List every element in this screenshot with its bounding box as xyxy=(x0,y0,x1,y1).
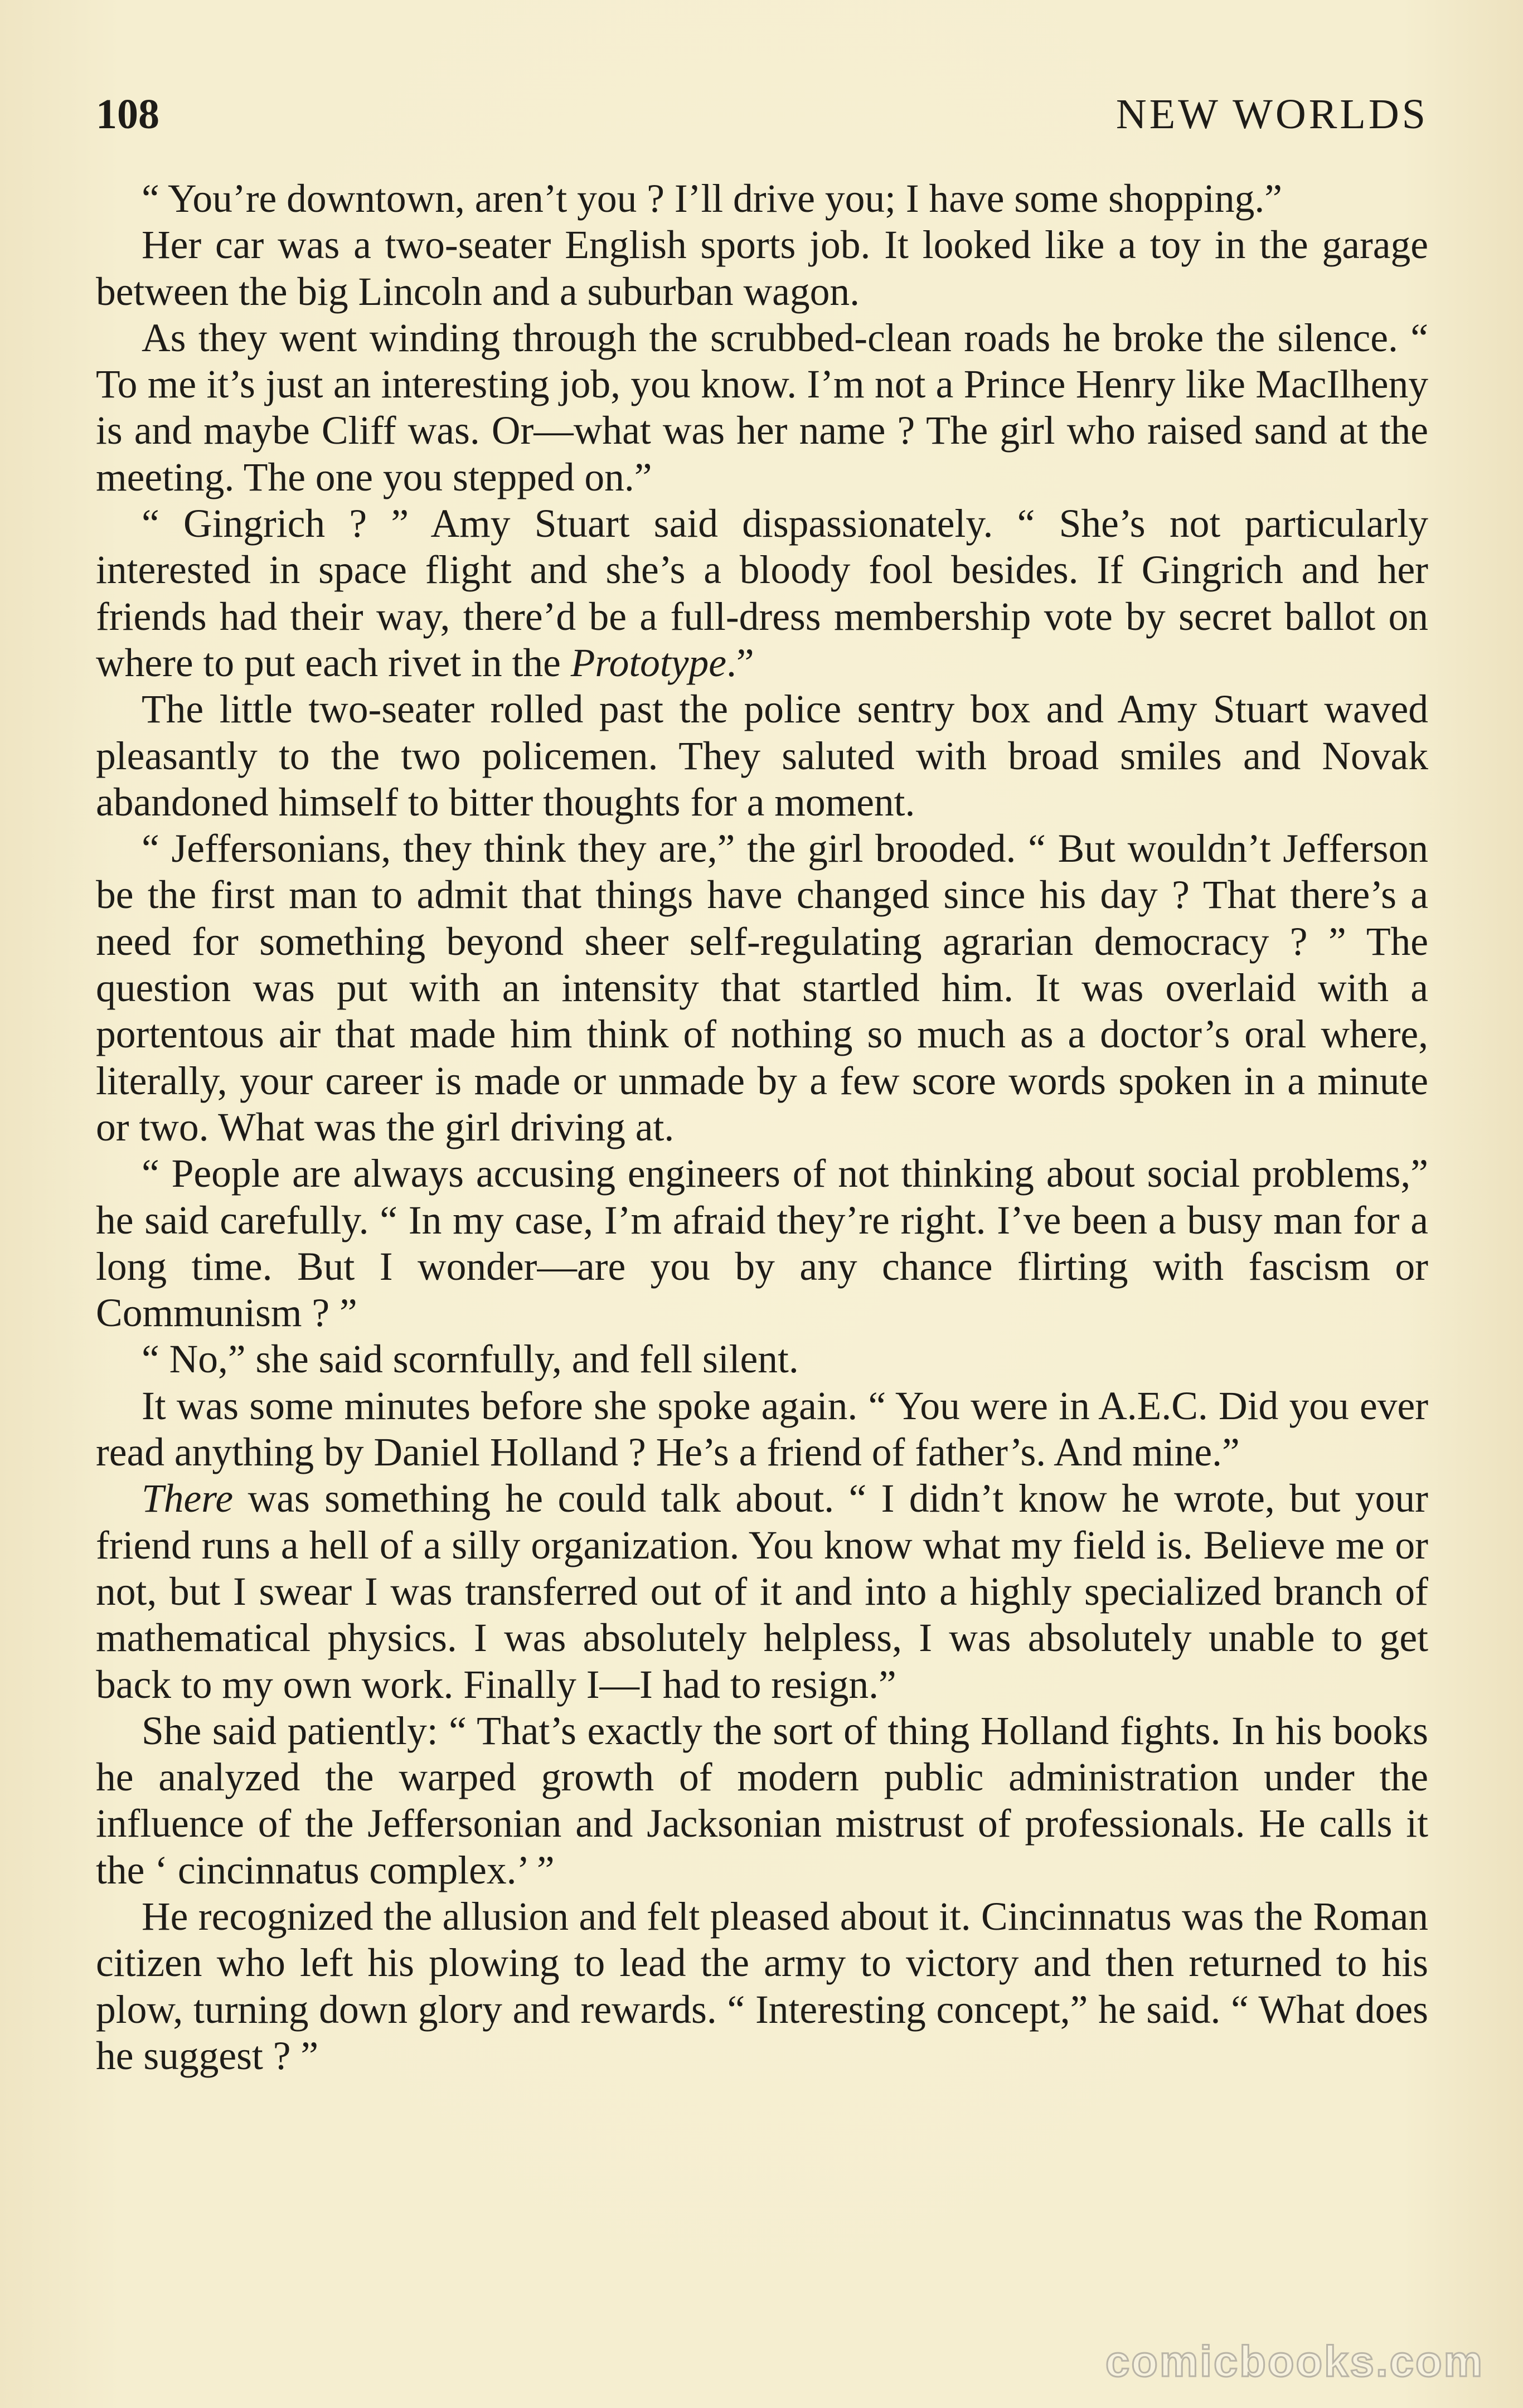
paragraph-4-tail: .” xyxy=(726,640,754,685)
paragraph-2: Her car was a two-seater English sports job. It looked like a toy in the garage between the big Lincoln and a suburban wagon. xyxy=(96,223,1428,314)
paragraph-10 xyxy=(96,1475,1428,1707)
there-italic: There xyxy=(142,1477,234,1521)
page-number: 108 xyxy=(96,91,159,138)
paragraph-1: “ You’re downtown, aren’t you ? I’ll drive you; I have some shopping.” xyxy=(142,177,1282,221)
paragraph-7: “ People are always accusing engineers of not thinking about social problems,” he said carefully. “ In my case, I’m afraid they’re right. I’ve been a busy man for a long time. But I wonder—are you by any chance flirting with fascism or Communism ? ” xyxy=(96,1152,1428,1336)
paragraph-4-text: “ Gingrich ? ” Amy Stuart said dispassionately. “ She’s not particularly interested in space flight and she’s a bloody fool besides. If Gingrich and her friends had their way, there’d be a full-dress membership vote by secret ballot on where to put each rivet in the xyxy=(96,502,1428,685)
paragraph-6: “ Jeffersonians, they think they are,” the girl brooded. “ But wouldn’t Jefferson be the first man to admit that things have changed since his day ? That there’s a need for something beyond sheer self-regulating agrarian democracy ? ” The question was put with an intensity that startled him. It was overlaid with a portentous air that made him think of nothing so much as a doctor’s oral where, literally, your career is made or unmade by a few score words spoken in a minute or two. What was the girl driving at. xyxy=(96,827,1428,1149)
body-text xyxy=(96,176,1428,2079)
paragraph-9: It was some minutes before she spoke again. “ You were in A.E.C. Did you ever read anything by Daniel Holland ? He’s a friend of father’s. And mine.” xyxy=(96,1383,1428,1475)
paragraph-4 xyxy=(96,501,1428,686)
paragraph-12: He recognized the allusion and felt pleased about it. Cincinnatus was the Roman citizen who left his plowing to lead the army to victory and then returned to his plow, turning down glory and rewards. “ Interesting concept,” he said. “ What does he suggest ? ” xyxy=(96,1894,1428,2078)
paragraph-11: She said patiently: “ That’s exactly the sort of thing Holland fights. In his books he analyzed the warped growth of modern public administration under the influence of the Jeffersonian and Jacksonian mistrust of professionals. He calls it the ‘ cincinnatus complex.’ ” xyxy=(96,1708,1428,1892)
paragraph-8: “ No,” she said scornfully, and fell silent. xyxy=(142,1337,799,1382)
page-header xyxy=(96,84,1428,145)
running-title: NEW WORLDS xyxy=(1115,91,1428,138)
prototype-italic: Prototype xyxy=(570,640,727,685)
watermark-logo: comicbooks.com xyxy=(1105,2337,1484,2386)
paragraph-10-text: was something he could talk about. “ I didn’t know he wrote, but your friend runs a hell of a silly organization. You know what my field is. Believe me or not, but I swear I was transferred out of it and into a highly specialized branch of mathematical physics. I was absolutely helpless, I was absolutely unable to get back to my own work. Finally I—I had to resign.” xyxy=(96,1477,1428,1707)
paragraph-5: The little two-seater rolled past the police sentry box and Amy Stuart waved pleasantly to the two policemen. They saluted with broad smiles and Novak abandoned himself to bitter thoughts for a moment. xyxy=(96,687,1428,824)
paragraph-3: As they went winding through the scrubbed-clean roads he broke the silence. “ To me it’s just an interesting job, you know. I’m not a Prince Henry like MacIlheny is and maybe Cliff was. Or—what was her name ? The girl who raised sand at the meeting. The one you stepped on.” xyxy=(96,315,1428,499)
